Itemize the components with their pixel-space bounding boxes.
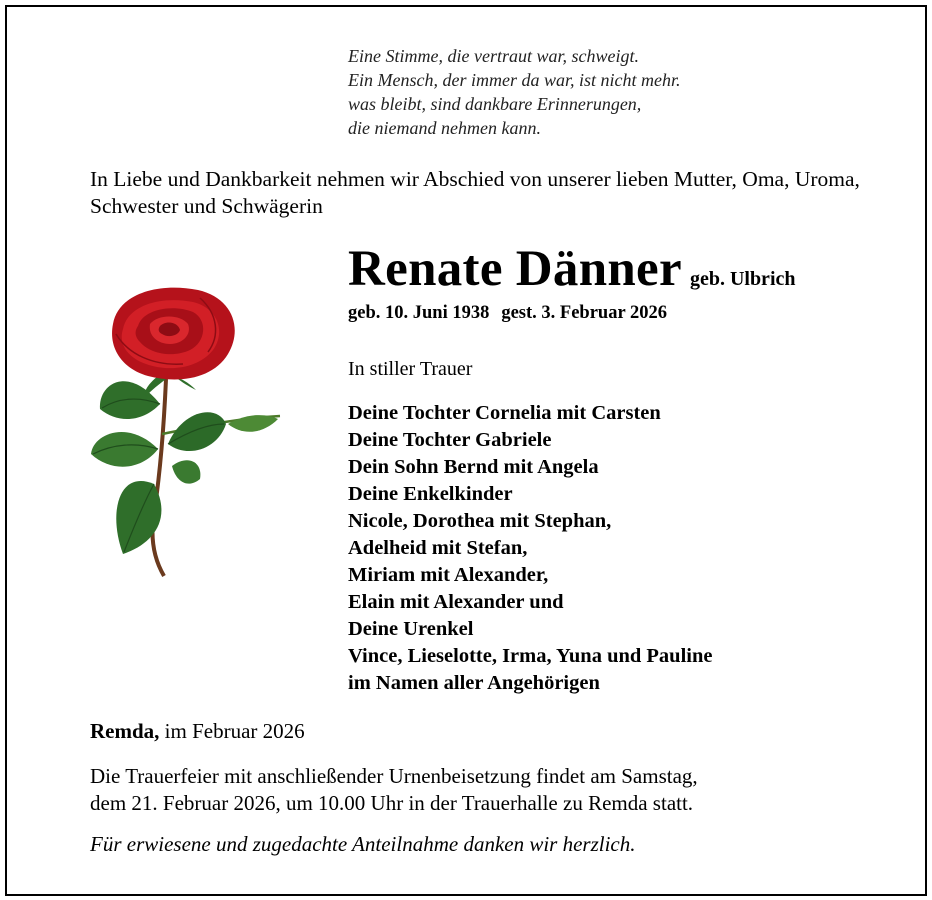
- family-line: Vince, Lieselotte, Irma, Yuna und Pauline: [348, 645, 713, 667]
- poem: [348, 44, 680, 140]
- poem-line: die niemand nehmen kann.: [348, 118, 541, 138]
- family-line: Deine Enkelkinder: [348, 483, 513, 505]
- funeral-line: Die Trauerfeier mit anschließender Urnenbeisetzung findet am Samstag,: [90, 764, 698, 788]
- family-line: Adelheid mit Stefan,: [348, 537, 528, 559]
- family-line: Miriam mit Alexander,: [348, 564, 549, 586]
- family-line: Elain mit Alexander und: [348, 591, 564, 613]
- life-dates: [348, 303, 667, 324]
- town-name: Remda,: [90, 719, 160, 743]
- mourning-label: In stiller Trauer: [348, 358, 473, 380]
- funeral-line: dem 21. Februar 2026, um 10.00 Uhr in der Trauerhalle zu Remda statt.: [90, 791, 694, 815]
- family-line: Deine Tochter Gabriele: [348, 429, 552, 451]
- family-line: Deine Tochter Cornelia mit Carsten: [348, 402, 661, 424]
- poem-line: was bleibt, sind dankbare Erinnerungen,: [348, 94, 642, 114]
- red-rose-icon: [88, 284, 288, 584]
- family-line: Dein Sohn Bernd mit Angela: [348, 456, 599, 478]
- poem-line: Ein Mensch, der immer da war, ist nicht mehr.: [348, 70, 681, 90]
- notice-date: im Februar 2026: [164, 719, 305, 743]
- family-line: Nicole, Dorothea mit Stephan,: [348, 510, 612, 532]
- family-line: Deine Urenkel: [348, 618, 474, 640]
- place-date: [90, 719, 305, 744]
- deceased-name: Renate Dänner: [348, 241, 682, 297]
- intro-text: In Liebe und Dankbarkeit nehmen wir Abschied von unserer lieben Mutter, Oma, Uroma, Schwester und Schwägerin: [90, 167, 860, 218]
- family-list: [348, 400, 712, 697]
- maiden-name: geb. Ulbrich: [689, 268, 796, 290]
- deceased-heading: [348, 240, 796, 298]
- birth-date: geb. 10. Juni 1938: [348, 303, 490, 323]
- thanks-note: Für erwiesene und zugedachte Anteilnahme danken wir herzlich.: [90, 832, 636, 856]
- poem-line: Eine Stimme, die vertraut war, schweigt.: [348, 46, 639, 66]
- family-line: im Namen aller Angehörigen: [348, 672, 600, 694]
- death-date: gest. 3. Februar 2026: [501, 303, 667, 323]
- funeral-info: [90, 763, 698, 817]
